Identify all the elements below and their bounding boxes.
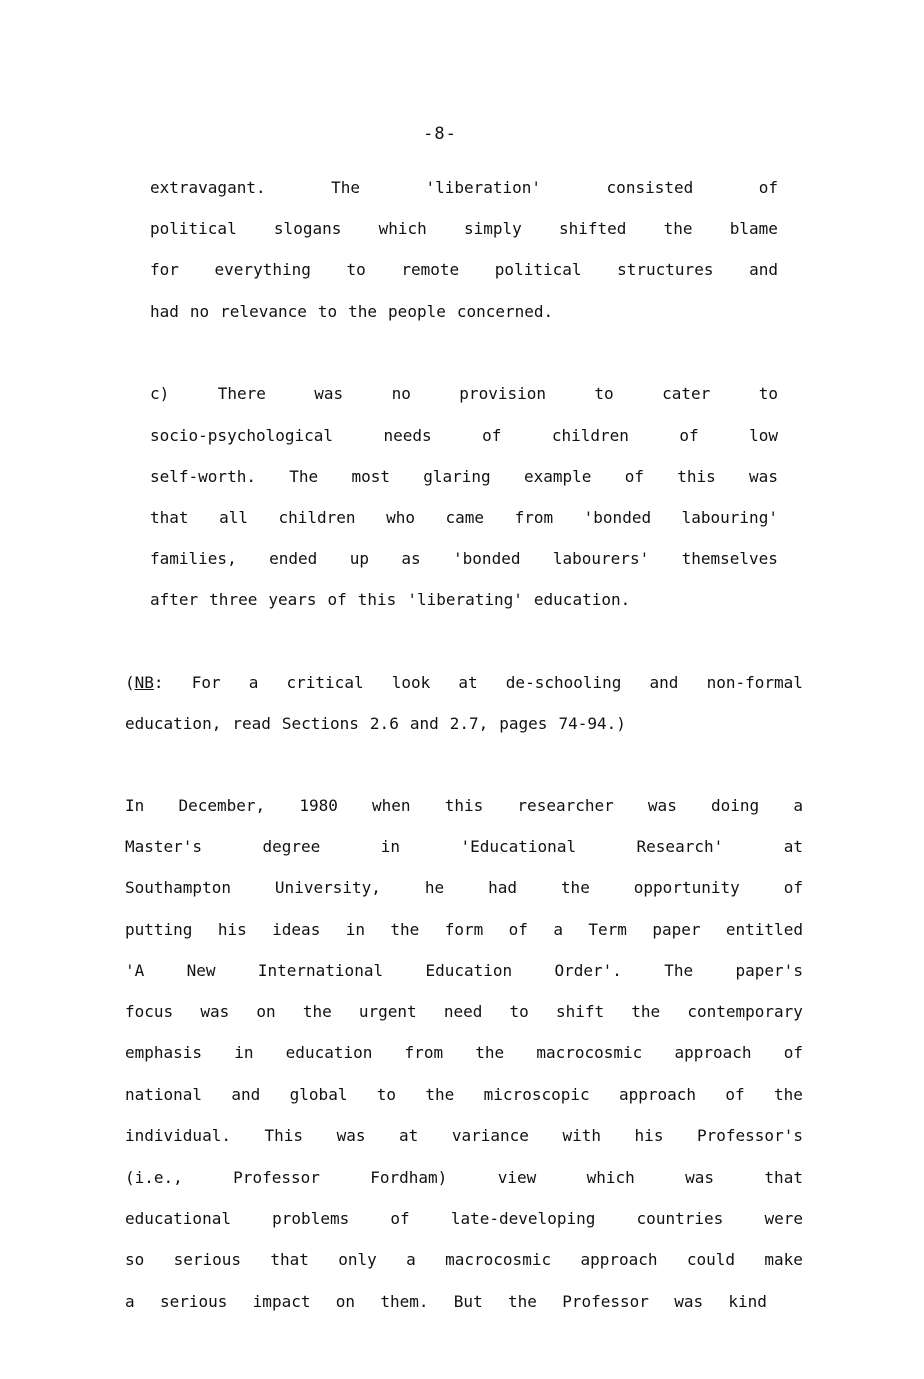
word: shift [555,1002,605,1021]
word: a [125,1292,135,1311]
word: was [314,384,344,403]
word: and [231,1085,261,1104]
word: of [758,178,778,197]
paragraph-c-line [150,508,778,528]
word: at [399,1126,419,1145]
word: Term [588,920,627,939]
word: make [764,1250,803,1269]
word: countries [636,1209,724,1228]
note-label: (NB: [125,673,164,692]
word: he [424,878,445,897]
list-marker: c) [150,384,170,403]
word: of [508,920,528,939]
word: doing [711,796,760,815]
word: serious [159,1292,228,1311]
word: researcher [517,796,614,815]
word: cater [662,384,711,403]
word: a [553,920,563,939]
word: the [390,920,420,939]
word: which [586,1168,635,1187]
word: need [443,1002,483,1021]
paragraph-b-line [150,302,778,322]
word: to [376,1085,397,1104]
word: a [248,673,259,692]
paragraph-main-line [125,1043,803,1063]
word: was [749,467,778,486]
word: for [150,260,179,279]
word: was [685,1168,715,1187]
word: had [488,878,517,897]
word: the [663,219,693,238]
word: from [514,508,554,527]
word: years [268,590,317,609]
paragraph-main-line [125,1085,803,1105]
word: on [256,1002,276,1021]
word: pages [499,714,548,733]
word: variance [451,1126,529,1145]
paragraph-c-line [150,549,778,569]
word: view [497,1168,537,1187]
paragraph-main-line [125,920,803,940]
word: problems [272,1209,350,1228]
word: so [125,1250,145,1269]
word: no [391,384,411,403]
word: of [725,1085,745,1104]
word: to [594,384,614,403]
paragraph-main-line [125,1292,767,1312]
word: 'liberation' [425,178,542,197]
word: de-schooling [505,673,622,692]
paragraph-main-line [125,1126,803,1146]
paragraph-c-line [150,590,778,610]
word: global [289,1085,348,1104]
paragraph-main-line [125,1168,803,1188]
word: paper's [735,961,803,980]
word: three [209,590,258,609]
word: provision [459,384,546,403]
word: could [686,1250,736,1269]
word: 'liberating' [407,590,523,609]
word: no [189,302,210,321]
word: of [327,590,347,609]
word: slogans [273,219,342,238]
word: opportunity [633,878,740,897]
word: the [631,1002,661,1021]
paragraph-c-line [150,467,778,487]
word: in [234,1043,254,1062]
word: 2.7, [449,714,489,733]
word: the [773,1085,803,1104]
word: education, [125,714,222,733]
word: In [125,796,145,815]
word: non-formal [706,673,803,692]
word: example [523,467,592,486]
word: the [475,1043,505,1062]
word: December, [178,796,266,815]
word: political [150,219,237,238]
paragraph-c-line [150,384,778,404]
word: 'bonded [453,549,521,568]
word: was [647,796,677,815]
word: ideas [272,920,321,939]
word: paper [652,920,701,939]
word: as [401,549,421,568]
word: to [317,302,338,321]
word: the [508,1292,537,1311]
paragraph-c-line [150,426,778,446]
word: families, [150,549,237,568]
word: was [200,1002,230,1021]
word: 'A [125,961,145,980]
paragraph-b-line [150,260,778,280]
word: macrocosmic [445,1250,552,1269]
word: putting [125,920,193,939]
word: in [380,837,401,856]
word: approach [618,1085,697,1104]
word: and [649,673,679,692]
word: came [445,508,485,527]
word: to [758,384,778,403]
word: children [551,426,629,445]
word: 1980 [299,796,338,815]
word: only [338,1250,377,1269]
paragraph-main-line [125,878,803,898]
word: University, [274,878,381,897]
word: that [764,1168,803,1187]
word: that [270,1250,309,1269]
word: was [674,1292,704,1311]
word: individual. [125,1126,231,1145]
word: International [257,961,384,980]
word: to [509,1002,529,1021]
word: to [346,260,366,279]
word: critical [286,673,364,692]
word: national [125,1085,203,1104]
word: degree [262,837,321,856]
word: up [349,549,369,568]
paragraph-main-line [125,837,803,857]
word: contemporary [687,1002,803,1021]
word: of [679,426,699,445]
word: look [391,673,431,692]
word: The [664,961,694,980]
word: concerned. [456,302,554,321]
paragraph-main-line [125,1002,803,1022]
word: all [219,508,248,527]
word: Sections [281,714,359,733]
word: of [624,467,644,486]
word: of [482,426,502,445]
page-number: -8- [423,124,457,144]
word: education. [533,590,631,609]
word: focus [125,1002,174,1021]
paragraph-main-line [125,796,803,816]
word: glaring [423,467,491,486]
word: themselves [681,549,778,568]
word: a [793,796,803,815]
word: ended [269,549,318,568]
word: them. [380,1292,429,1311]
word: his [634,1126,664,1145]
word: low [749,426,778,445]
word: this [357,590,397,609]
word: consisted [606,178,694,197]
word: a [406,1250,416,1269]
word: on [335,1292,356,1311]
word: kind [728,1292,767,1311]
word: people [388,302,446,321]
word: at [783,837,803,856]
word: Education [425,961,513,980]
word: serious [173,1250,242,1269]
word: shifted [558,219,627,238]
word: The [289,467,319,486]
word: 74-94.) [558,714,626,733]
word: his [217,920,247,939]
word: labourers' [552,549,650,568]
word: political [494,260,582,279]
word: after [150,590,199,609]
word: read [232,714,271,733]
word: approach [674,1043,752,1062]
paragraph-main-line [125,961,803,981]
paragraph-b-line [150,178,778,198]
word: But [453,1292,483,1311]
word: and [409,714,439,733]
word: structures [617,260,714,279]
word: education [285,1043,373,1062]
word: late-developing [450,1209,596,1228]
note-line [125,714,803,734]
word: remote [401,260,460,279]
word: Master's [125,837,203,856]
word: Fordham) [370,1168,448,1187]
word: Professor [233,1168,320,1187]
word: simply [463,219,522,238]
word: Order'. [554,961,622,980]
word: was [336,1126,366,1145]
word: relevance [220,302,307,321]
word: this [444,796,484,815]
word: 2.6 [369,714,399,733]
word: 'Educational [460,837,577,856]
word: This [264,1126,304,1145]
word: and [749,260,778,279]
word: from [404,1043,444,1062]
word: New [186,961,216,980]
word: The [331,178,360,197]
word: self-worth. [150,467,256,486]
word: Professor's [697,1126,803,1145]
word: which [378,219,427,238]
word: macrocosmic [536,1043,643,1062]
word: blame [729,219,778,238]
word: socio-psychological [150,426,334,445]
word: emphasis [125,1043,203,1062]
word: had [150,302,179,321]
word: of [783,1043,803,1062]
word: labouring' [681,508,778,527]
note-line [125,673,803,693]
word: Southampton [125,878,231,897]
word: the [560,878,590,897]
word: the [302,1002,332,1021]
word: everything [214,260,311,279]
word: extravagant. [150,178,266,197]
word: approach [580,1250,658,1269]
word: when [372,796,411,815]
word: with [562,1126,601,1145]
word: microscopic [483,1085,590,1104]
word: Research' [636,837,724,856]
word: of [783,878,803,897]
word: the [348,302,378,321]
word: For [191,673,221,692]
word: 'bonded [583,508,652,527]
word: that [150,508,189,527]
word: form [444,920,484,939]
word: educational [125,1209,231,1228]
word: at [458,673,478,692]
word: this [677,467,716,486]
paragraph-main-line [125,1250,803,1270]
word: children [278,508,356,527]
word: in [345,920,365,939]
paragraph-b-line [150,219,778,239]
word: were [764,1209,803,1228]
word: (i.e., [125,1168,183,1187]
word: most [351,467,390,486]
word: who [386,508,415,527]
word: the [425,1085,455,1104]
word: Professor [562,1292,649,1311]
word: entitled [725,920,803,939]
word: of [390,1209,410,1228]
word: needs [383,426,432,445]
word: urgent [358,1002,417,1021]
word: There [217,384,266,403]
paragraph-main-line [125,1209,803,1229]
word: impact [252,1292,311,1311]
